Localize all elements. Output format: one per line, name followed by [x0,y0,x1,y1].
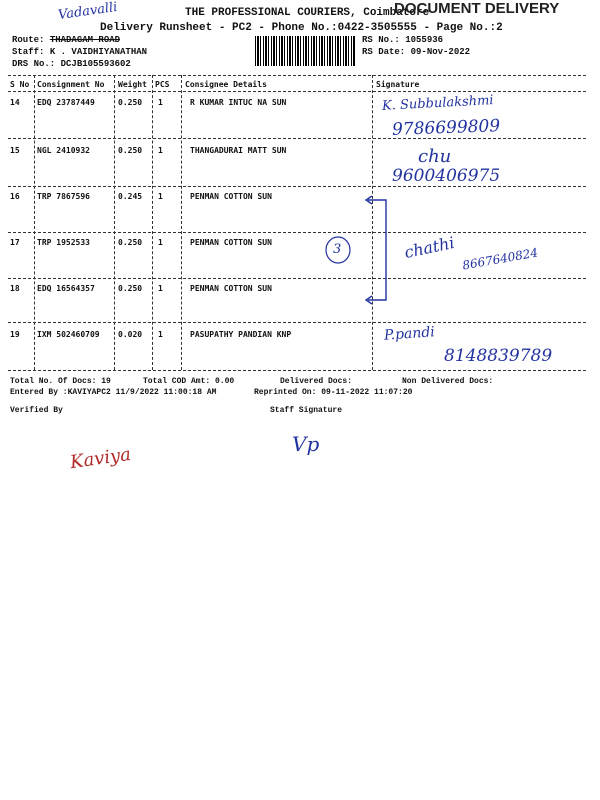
row-weight: 0.020 [118,330,143,339]
row-pcs: 1 [158,192,163,201]
rs-no-line [362,35,443,45]
row-consignee: PENMAN COTTON SUN [190,192,272,201]
runsheet-title: Delivery Runsheet - PC2 - Phone No.:0422-3505555 - Page No.:2 [100,22,503,34]
signature-name: P.pandi [383,324,436,344]
col-header-consignee: Consignee Details [185,80,267,89]
verified-by-label: Verified By [10,406,63,415]
row-consignment: EDQ 16564357 [37,284,95,293]
row-consignment: TRP 7867596 [37,192,90,201]
row-pcs: 1 [158,238,163,247]
row-sno: 17 [10,238,20,247]
drs-value: DCJB105593602 [60,59,131,69]
drs-line [12,59,131,69]
route-label: Route: [12,35,45,45]
row-weight: 0.250 [118,284,143,293]
staff-signature-label: Staff Signature [270,406,343,415]
signature-name: K. Subbulakshmi [381,93,494,114]
row-consignment: NGL 2410932 [37,146,90,155]
table-header-rule [8,91,586,92]
col-header-consignment: Consignment No [37,80,105,89]
route-line [12,35,120,45]
bracket-annotation [320,188,400,318]
row-divider [8,232,586,233]
row-divider [8,138,586,139]
row-divider [8,278,586,279]
col-header-weight: Weight [118,80,147,89]
bracket-count: 3 [333,242,342,257]
col-header-signature: Signature [376,80,420,89]
col-header-sno: S No [10,80,30,89]
drs-label: DRS No.: [12,59,56,69]
row-consignment: TRP 1952533 [37,238,90,247]
row-consignment: IXM 502460709 [37,330,100,339]
handwritten-route-note: Vadavalli [57,0,119,24]
rs-no-label: RS No.: [362,35,400,45]
rs-date-line [362,47,470,57]
row-pcs: 1 [158,330,163,339]
delivered-docs: Delivered Docs: [280,377,353,386]
company-title: THE PROFESSIONAL COURIERS, Coimbatore [185,7,430,19]
document-delivery-stamp: DOCUMENT DELIVERY [394,0,560,17]
row-sno: 18 [10,284,20,293]
rs-date-label: RS Date: [362,47,406,57]
staff-line [12,47,147,57]
row-weight: 0.245 [118,192,143,201]
row-pcs: 1 [158,284,163,293]
signature-phone: 9600406975 [392,166,501,186]
route-value: THADAGAM ROAD [49,35,121,45]
signature-phone: 8148839789 [444,346,553,366]
reprinted-on: Reprinted On: 09-11-2022 11:07:20 [254,388,413,397]
col-header-pcs: PCS [155,80,170,89]
signature-phone: 9786699809 [391,116,501,140]
row-pcs: 1 [158,146,163,155]
row-sno: 16 [10,192,20,201]
row-weight: 0.250 [118,146,143,155]
row-weight: 0.250 [118,98,143,107]
total-cod: Total COD Amt: 0.00 [143,377,235,386]
total-docs: Total No. Of Docs: 19 [10,377,111,386]
entered-by: Entered By :KAVIYAPC2 11/9/2022 11:00:18 AM [10,388,217,397]
signature-name: chu [418,146,452,167]
col-divider [34,75,35,370]
row-weight: 0.250 [118,238,143,247]
row-sno: 15 [10,146,20,155]
row-consignee: PENMAN COTTON SUN [190,238,272,247]
staff-label: Staff: [12,47,45,57]
signature-phone: 8667640824 [461,245,539,273]
col-divider [152,75,153,370]
row-divider [8,186,586,187]
signature-name: chathi [402,232,457,263]
col-divider [181,75,182,370]
row-consignment: EDQ 23787449 [37,98,95,107]
row-consignee: R KUMAR INTUC NA SUN [190,98,287,107]
col-divider [114,75,115,370]
row-consignee: THANGADURAI MATT SUN [190,146,287,155]
row-sno: 14 [10,98,20,107]
rs-no-value: 1055936 [405,35,444,45]
row-consignee: PASUPATHY PANDIAN KNP [190,330,292,339]
table-top-rule [8,75,586,76]
row-sno: 19 [10,330,20,339]
row-pcs: 1 [158,98,163,107]
staff-signature: Vp [292,432,320,456]
staff-value: K . VAIDHIYANATHAN [49,47,148,57]
barcode [255,36,355,66]
row-consignee: PENMAN COTTON SUN [190,284,272,293]
rs-date-value: 09-Nov-2022 [410,47,471,57]
bracket-line [368,200,386,300]
non-delivered-docs: Non Delivered Docs: [402,377,494,386]
row-divider [8,322,586,323]
table-bottom-rule [8,370,586,371]
verified-signature: Kaviya [68,443,133,474]
